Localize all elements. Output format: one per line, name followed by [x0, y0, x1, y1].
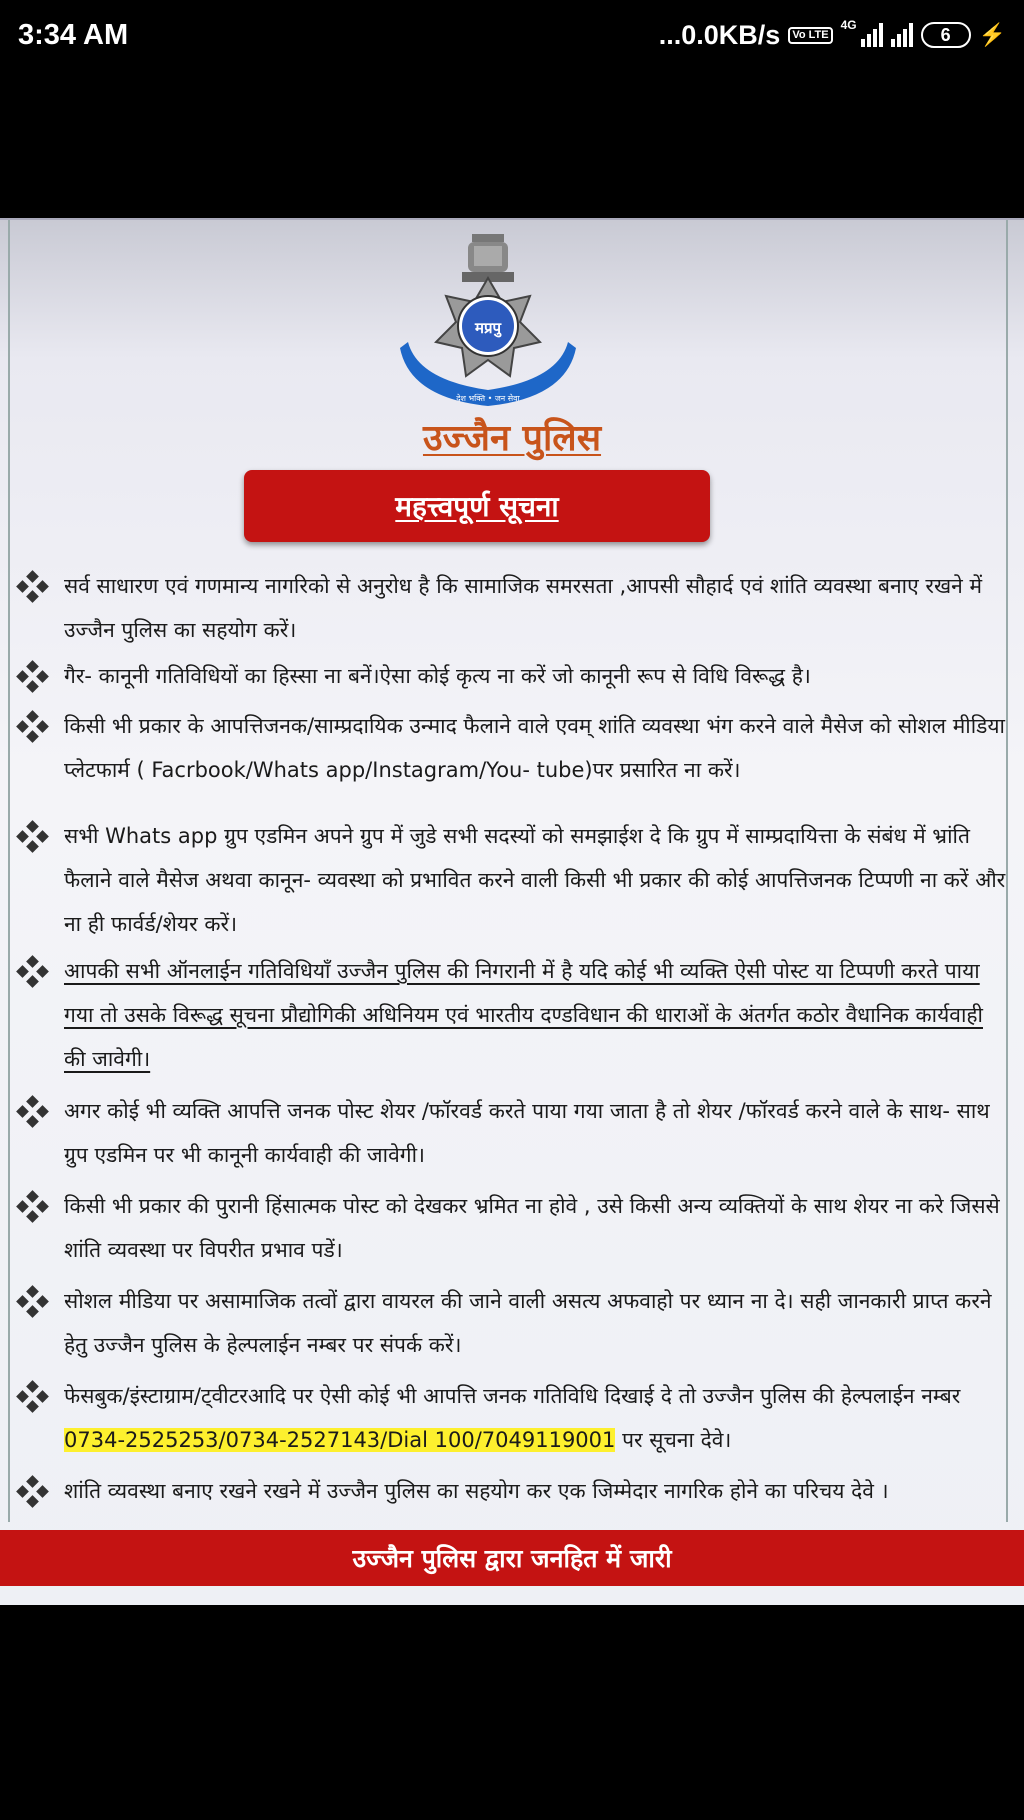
- org-title: उज्जैन पुलिस: [422, 417, 602, 459]
- diamond-bullet-icon: [18, 1097, 48, 1127]
- emblem-badge-text: मप्रपु: [474, 319, 502, 337]
- volte-icon: Vo LTE: [788, 27, 832, 44]
- notice-banner: [244, 470, 710, 542]
- diamond-bullet-icon: [18, 1287, 48, 1317]
- network-type: 4G: [840, 18, 857, 32]
- status-indicators: [659, 20, 1006, 51]
- network-speed: ...0.0KB/s: [658, 19, 781, 50]
- diamond-bullet-icon: [18, 822, 48, 852]
- footer-banner: [0, 1530, 1024, 1586]
- emblem-motto-text: देश भक्ति • जन सेवा: [456, 394, 520, 403]
- diamond-bullet-icon: [18, 712, 48, 742]
- helpline-text-after: पर सूचना देवे।: [615, 1428, 732, 1452]
- mp-police-emblem: [398, 230, 578, 420]
- notice-point-text: [64, 1374, 1010, 1462]
- notice-point-text: सभी Whats app ग्रुप एडमिन अपने ग्रुप में जुडे सभी सदस्यों को समझाईश दे कि ग्रुप में साम्प्रदायित्ता के संबंध में भ्रांति फैलाने वाले मैसेज अथवा कानून- व्यवस्था को प्रभावित करने वाली किसी भी प्रकार की कोई आपत्तिजनक टिप्पणी ना करें और ना ही फार्वर्ड/शेयर करें।: [64, 824, 1006, 936]
- diamond-bullet-icon: [18, 1477, 48, 1507]
- notice-point-text: किसी भी प्रकार के आपत्तिजनक/साम्प्रदायिक उन्माद फैलाने वाले एवम् शांति व्यवस्था भंग करने वाले मैसेज को सोशल मीडिया प्लेटफार्म ( Facrbook/Whats app/Instagram/You- tube)पर प्रसारित ना करें।: [64, 714, 1006, 782]
- diamond-bullet-icon: [18, 572, 48, 602]
- star-badge-icon: [436, 278, 540, 376]
- notice-point-text: अगर कोई भी व्यक्ति आपत्ति जनक पोस्ट शेयर /फॉरवर्ड करते पाया गया जाता है तो शेयर /फॉरवर्ड करने वाले के साथ- साथ ग्रुप एडमिन पर भी कानूनी कार्यवाही की जावेगी।: [64, 1099, 990, 1167]
- signal-strength-icon: [861, 23, 883, 47]
- diamond-bullet-icon: [18, 1382, 48, 1412]
- notice-point-text: शांति व्यवस्था बनाए रखने रखने में उज्जैन पुलिस का सहयोग कर एक जिम्मेदार नागरिक होने का परिचय देवे ।: [64, 1479, 889, 1503]
- diamond-bullet-icon: [18, 662, 48, 692]
- status-bar: [0, 0, 1024, 70]
- notice-title: महत्त्वपूर्ण सूचना: [395, 490, 559, 523]
- ashoka-lion-capital-icon: [462, 234, 514, 282]
- notice-point-text: सोशल मीडिया पर असामाजिक तत्वों द्वारा वायरल की जाने वाली असत्य अफवाहो पर ध्यान ना दे। सही जानकारी प्राप्त करने हेतु उज्जैन पुलिस के हेल्पलाईन नम्बर पर संपर्क करें।: [64, 1289, 992, 1357]
- diamond-bullet-icon: [18, 1192, 48, 1222]
- notice-point-text: आपकी सभी ऑनलाईन गतिविधियॉं उज्जैन पुलिस की निगरानी में है यदि कोई भी व्यक्ति ऐसी पोस्ट या टिप्पणी करते पाया गया तो उसके विरूद्ध सूचना प्रौद्योगिकी अधिनियम एवं भारतीय दण्डविधान की धाराओं के अंतर्गत कठोर वैधानिक कार्यवाही की जावेगी।: [64, 959, 983, 1071]
- status-time: 3:34 AM: [18, 18, 129, 51]
- notice-point-text: किसी भी प्रकार की पुरानी हिंसात्मक पोस्ट को देखकर भ्रमित ना होवे , उसे किसी अन्य व्यक्तियों के साथ शेयर ना करे जिससे शांति व्यवस्था पर विपरीत प्रभाव पडें।: [64, 1194, 1000, 1262]
- notice-point-text: गैर- कानूनी गतिविधियों का हिस्सा ना बनें।ऐसा कोई कृत्य ना करें जो कानूनी रूप से विधि विरूद्ध है।: [64, 664, 811, 688]
- diamond-bullet-icon: [18, 957, 48, 987]
- footer-text: उज्जैन पुलिस द्वारा जनहित में जारी: [352, 1544, 672, 1573]
- notice-poster: [0, 218, 1024, 1605]
- helpline-numbers: 0734-2525253/0734-2527143/Dial 100/7049119001: [64, 1428, 616, 1452]
- battery-icon: 6: [921, 22, 971, 48]
- notice-point-text: सर्व साधारण एवं गणमान्य नागरिको से अनुरोध है कि सामाजिक समरसता ,आपसी सौहार्द एवं शांति व्यवस्था बनाए रखने में उज्जैन पुलिस का सहयोग करें।: [64, 574, 983, 642]
- signal-strength-icon-2: [891, 23, 913, 47]
- helpline-text-before: फेसबुक/इंस्टाग्राम/ट्वीटरआदि पर ऐसी कोई भी आपत्ति जनक गतिविधि दिखाई दे तो उज्जैन पुलिस की हेल्पलाईन नम्बर: [64, 1384, 961, 1408]
- charging-icon: ⚡: [978, 22, 1006, 47]
